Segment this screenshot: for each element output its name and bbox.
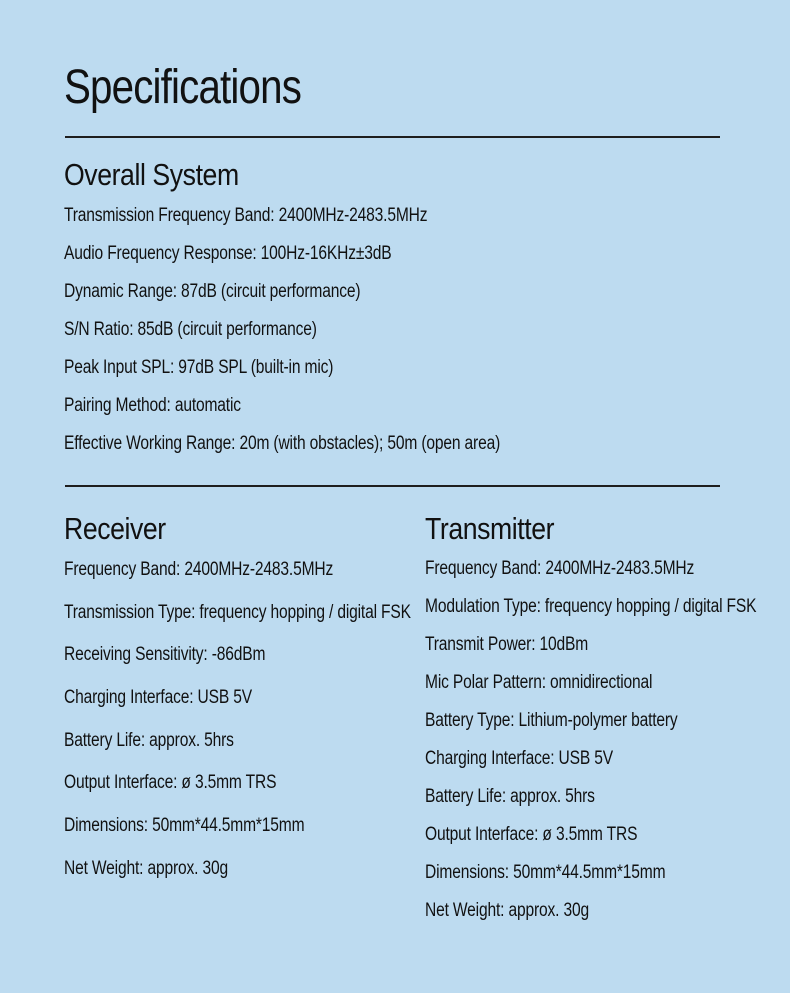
spec-item: Charging Interface: USB 5V (64, 687, 252, 709)
spec-item: Peak Input SPL: 97dB SPL (built-in mic) (64, 357, 334, 378)
spec-item: Transmit Power: 10dBm (425, 634, 589, 655)
overall-system-spec-list (64, 197, 596, 463)
transmitter-heading: Transmitter (425, 511, 555, 546)
spec-item: Pairing Method: automatic (64, 395, 241, 416)
spec-item: Battery Life: approx. 5hrs (425, 786, 595, 807)
top-divider (65, 136, 720, 138)
spec-item: Dynamic Range: 87dB (circuit performance) (64, 281, 361, 302)
spec-item: Battery Life: approx. 5hrs (64, 729, 234, 751)
receiver-spec-list (64, 549, 487, 891)
spec-item: Charging Interface: USB 5V (425, 748, 613, 769)
page-title: Specifications (64, 61, 302, 114)
spec-item: Mic Polar Pattern: omnidirectional (425, 672, 653, 693)
spec-item: Transmission Frequency Band: 2400MHz-2483.5MHz (64, 205, 428, 226)
spec-item: Dimensions: 50mm*44.5mm*15mm (425, 862, 666, 883)
spec-item: Output Interface: ø 3.5mm TRS (425, 824, 638, 845)
middle-divider (65, 485, 720, 487)
spec-item: S/N Ratio: 85dB (circuit performance) (64, 319, 317, 340)
spec-item: Net Weight: approx. 30g (64, 857, 228, 879)
spec-item: Dimensions: 50mm*44.5mm*15mm (64, 815, 305, 837)
receiver-heading: Receiver (64, 511, 166, 546)
spec-item: Output Interface: ø 3.5mm TRS (64, 772, 277, 794)
spec-item: Transmission Type: frequency hopping / digital FSK (64, 601, 411, 623)
transmitter-spec-list (425, 549, 790, 929)
spec-item: Battery Type: Lithium-polymer battery (425, 710, 678, 731)
spec-item: Frequency Band: 2400MHz-2483.5MHz (64, 559, 334, 580)
spec-item: Audio Frequency Response: 100Hz-16KHz±3dB (64, 243, 392, 264)
spec-item: Effective Working Range: 20m (with obstacles); 50m (open area) (64, 433, 501, 454)
spec-item: Receiving Sensitivity: -86dBm (64, 644, 266, 666)
spec-item: Net Weight: approx. 30g (425, 900, 589, 921)
overall-system-heading: Overall System (64, 157, 239, 192)
spec-item: Frequency Band: 2400MHz-2483.5MHz (425, 558, 695, 579)
spec-item: Modulation Type: frequency hopping / digital FSK (425, 596, 757, 617)
